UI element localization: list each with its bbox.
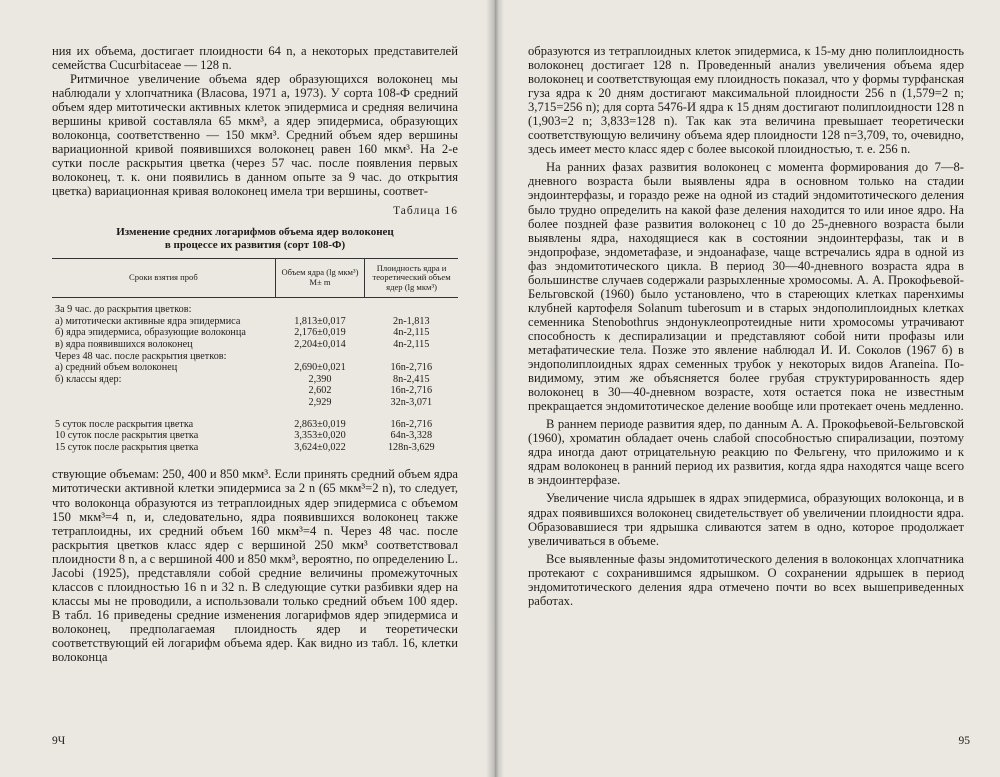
table-title: [52, 226, 458, 252]
row-label: Через 48 час. после раскрытия цветков:: [55, 350, 227, 362]
row-label: [52, 397, 275, 409]
row-volume: 2,929: [308, 397, 332, 409]
row-volume: 2,176±0,019: [294, 327, 346, 339]
row-label: в) ядра появившихся волоконец: [55, 339, 193, 351]
table-number: Таблица 16: [393, 204, 458, 217]
row-ploidy: [365, 351, 458, 363]
row-ploidy: 4n-2,115: [393, 339, 430, 351]
row-ploidy: 2n-1,813: [393, 315, 430, 327]
header-nucleus-volume: Объем ядра (lg мкм³) M± m: [275, 258, 364, 298]
row-volume: 2,863±0,019: [294, 418, 346, 430]
row-volume: 2,204±0,014: [294, 339, 346, 351]
table-row: [52, 351, 458, 363]
table-row: [52, 339, 458, 351]
row-volume: 2,690±0,021: [294, 362, 346, 374]
left-paragraph-2: Ритмичное увеличение объема ядер образующихся волоконец мы наблюдали у хлопчатника (Власова, 1971 а, 1973). У сорта 108-Ф средний объем ядер митотически активных клеток эпидермиса и средняя величина вершины кривой составляла 65 мкм³, а ядер эпидермиса, образующих волоконца, соответственно — 150 мкм³. Средний объем ядер вершины вариационной кривой появившихся волоконец равен 160 мкм³. На 2-е сутки после раскрытия цветка (через 57 час. после появления первых волоконец, т. к. они появились в данном опыте за 9 час. до открытия цветка) вариационная кривая волоконец имела три вершины, соответ-: [52, 72, 458, 199]
table-header-row: [52, 258, 458, 298]
table-row: [52, 298, 458, 316]
row-ploidy: 32n-3,071: [390, 397, 433, 409]
table-row: [52, 385, 458, 397]
row-ploidy: [365, 298, 458, 316]
row-ploidy: 8n-2,415: [393, 373, 430, 385]
right-paragraph-1: образуются из тетраплоидных клеток эпидермиса, к 15-му дню полиплоидность волоконец достигает 128 n. Проведенный анализ увеличения объема ядер волоконец и соответствующая ему плоидность показал, что у формы турфанская гуза ядра к 20 дням достигают максимальной плоидности 256 n (1,579=2 n; 3,715=256 n); для сорта 5476-И ядра к 15 дням достигают полиплоидности 128 n (1,903=2 n; 3,833=128 n). Так как эта величина превышает теоретически соответствующую величину объема ядер плоидности 128 n=3,709, то, очевидно, здесь имеет место класс ядер с более высокой плоидностью, т. е. 256 n.: [528, 44, 964, 157]
header-ploidy: Плоидность ядра и теоретический объем ядер (lg мкм³): [365, 258, 458, 298]
table-row: [52, 397, 458, 409]
table-row: [52, 442, 458, 454]
right-page-number: 95: [958, 735, 970, 747]
table-row: [52, 316, 458, 328]
row-volume: [275, 298, 364, 316]
row-label: а) митотически активные ядра эпидермиса: [55, 315, 241, 327]
row-label: б) классы ядер:: [55, 373, 122, 385]
right-paragraph-3: В раннем периоде развития ядер, по данным А. А. Прокофьевой-Бельговской (1960), хроматин обладает очень слабой способностью спирализации, поэтому ядра иногда дают отрицательную реакцию по Фельгену, что приложимо и к ядрам волоконец в ранний период их развития, когда ядра находятся чаще всего в эндоинтерфазе.: [528, 417, 964, 488]
row-volume: 3,624±0,022: [294, 441, 346, 453]
table-title-line-1: Изменение средних логарифмов объема ядер волоконец: [116, 225, 394, 238]
row-label: 10 суток после раскрытия цветка: [55, 430, 199, 442]
row-ploidy: 16n-2,716: [390, 385, 433, 397]
row-ploidy: 64n-3,328: [390, 430, 433, 442]
table-row: [52, 374, 458, 386]
table-row: [52, 430, 458, 442]
row-ploidy: 128n-3,629: [387, 441, 435, 453]
right-paragraph-4: Увеличение числа ядрышек в ядрах эпидермиса, образующих волоконца, и в ядрах появившихся волоконец свидетельствует об увеличении плоидности ядра. Образовавшиеся три ядрышка сливаются затем в одно, которое продолжает увеличиваться в объеме.: [528, 491, 964, 548]
row-ploidy: 4n-2,115: [393, 327, 430, 339]
left-page-number: 9Ч: [52, 735, 66, 747]
row-ploidy: 16n-2,716: [390, 362, 433, 374]
left-text-column: [52, 44, 458, 664]
row-label: 15 суток после раскрытия цветка: [55, 441, 199, 453]
row-volume: 2,602: [308, 385, 332, 397]
right-paragraph-5: Все выявленные фазы эндомитотического деления в волоконцах хлопчатника протекают с сохранившимся ядрышком. О сохранении ядрышек в период эндомитотического деления ядра отмечено почти во всех вышеприведенных работах.: [528, 551, 964, 608]
table-title-line-2: в процессе их развития (сорт 108-Ф): [164, 238, 346, 251]
row-volume: [275, 351, 364, 363]
table-row: [52, 362, 458, 374]
row-volume: 2,390: [308, 373, 332, 385]
table-row: [52, 327, 458, 339]
data-table: [52, 258, 458, 454]
right-page: [494, 0, 1000, 777]
left-paragraph-1: ния их объема, достигает плоидности 64 n, а некоторых представителей семейства Cucurbitaceae — 128 n.: [52, 44, 458, 73]
left-paragraph-after-table: ствующие объемам: 250, 400 и 850 мкм³. Если принять средний объем ядра митотически активной клетки эпидермиса за 2 n (65 мкм³=2 n), то следует, что волоконца образуются из тетраплоидных ядер эпидермиса с объемом 150 мкм³=4 n, и, следовательно, ядра появившихся волоконец также тетраплоидны, их средний объем 160 мкм³=4 n. Через 48 час. после раскрытия цветков класс ядер с вершиной 250 мкм³ соответствовал плоидности 8 n, а с вершиной 400 и 850 мкм³, вероятно, по определению L. Jacobi (1925), представляли собой средние величины промежуточных классов с плоидностью 16 n и 32 n. В следующие сутки разбивки ядер на классы мы не проводили, а использовали только средний объем 100 ядер. В табл. 16 приведены средние изменения логарифмов ядер эпидермиса и волоконец, предполагаемая плоидность ядер и теоретически соответствующий ей логарифм объема ядер. Как видно из табл. 16, клетки волоконца: [52, 467, 458, 665]
right-text-column: [528, 44, 964, 608]
row-ploidy: 16n-2,716: [390, 418, 433, 430]
header-sampling-time: Сроки взятия проб: [52, 258, 275, 298]
row-volume: 3,353±0,020: [294, 430, 346, 442]
row-volume: 1,813±0,017: [294, 315, 346, 327]
table-row: [52, 409, 458, 431]
row-label: 5 суток после раскрытия цветка: [55, 418, 194, 430]
left-page: [0, 0, 494, 777]
row-label: а) средний объем волоконец: [55, 362, 178, 374]
book-gutter: [486, 0, 504, 777]
row-label: За 9 час. до раскрытия цветков:: [55, 304, 192, 316]
right-paragraph-2: На ранних фазах развития волоконец с момента формирования до 7—8-дневного возраста были выявлены ядра в основном только на стадии эндоинтерфазы, и гораздо реже на одной из стадий эндомитотического деления было трудно определить на какой фазе деления находится то или иное ядро. На более поздней фазе развития волоконец с 10 до 25-дневного возраста были выявлены ядра, находящиеся как в состоянии эндоинтерфазы, так и в эндопрофазе, эндометафазе, и эндоанафазе, чаще встречались ядра в одной из фаз эндомитотического цикла. В период 30—40-дневного возраста ядра в большинстве случаев содержали разрыхленные хромосомы. А. А. Прокофьевой-Бельговской (1960) было установлено, что в стареющих клетках паренхимы клубней картофеля Solanum tuberosum и в старых эндополиплоидных клетках семенника Stenobothrus эндонуклеопротеидные нити хромосомы утрачивают способность к деспирализации и представляют собой нити профазы или метафатические тела. Позже это явление наблюдал И. И. Соколов (1967 б) в эндополиплоидных ядрах семенных трубок у некоторых видов Araneina. По-видимому, этим же объясняется более грубая структурированность ядер волоконец в 30—40-дневном возрасте, хотя остается пока не известным прекращается эндомитотическое деление вообще или протекает очень медленно.: [528, 160, 964, 414]
row-label: [52, 385, 275, 397]
row-label: б) ядра эпидермиса, образующие волоконца: [55, 327, 246, 339]
